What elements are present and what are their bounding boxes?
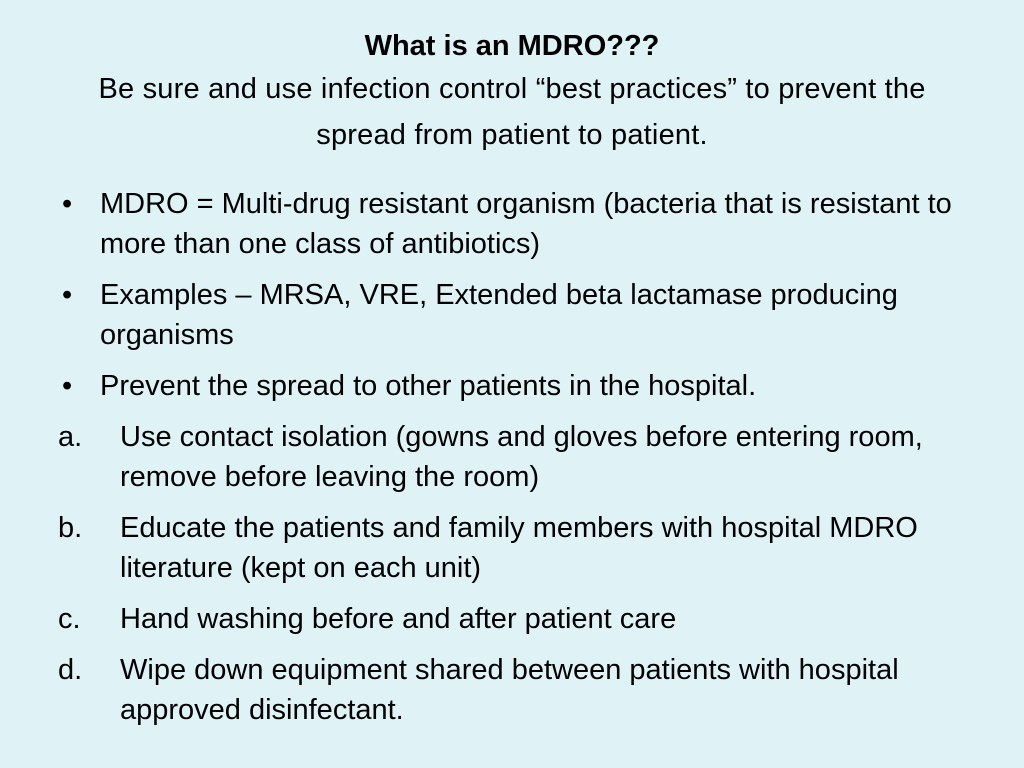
bullet-item <box>58 184 968 264</box>
step-marker: a. <box>58 421 83 453</box>
bullet-marker: • <box>62 188 73 220</box>
bullet-item <box>58 366 968 406</box>
step-item <box>58 599 968 639</box>
step-item <box>58 417 968 497</box>
step-marker: b. <box>58 512 83 544</box>
step-text: Hand washing before and after patient care <box>120 603 677 635</box>
bullet-marker: • <box>62 279 73 311</box>
bullet-text: Examples – MRSA, VRE, Extended beta lactamase producing organisms <box>100 279 898 351</box>
step-marker: d. <box>58 654 83 686</box>
bullet-text: Prevent the spread to other patients in the hospital. <box>100 370 757 402</box>
slide-body <box>58 184 968 741</box>
step-item <box>58 508 968 588</box>
bullet-item <box>58 275 968 355</box>
step-marker: c. <box>58 603 81 635</box>
slide-subtitle: Be sure and use infection control “best practices” to prevent the spread from patient to patient. <box>98 73 926 151</box>
slide-title: What is an MDRO??? <box>364 30 660 62</box>
step-text: Educate the patients and family members with hospital MDRO literature (kept on each unit) <box>120 512 918 584</box>
slide-title-block <box>70 26 954 158</box>
bullet-text: MDRO = Multi-drug resistant organism (bacteria that is resistant to more than one class of antibiotics) <box>100 188 952 260</box>
bullet-marker: • <box>62 370 73 402</box>
step-text: Wipe down equipment shared between patients with hospital approved disinfectant. <box>120 654 899 726</box>
step-item <box>58 650 968 730</box>
step-text: Use contact isolation (gowns and gloves before entering room, remove before leaving the room) <box>120 421 923 493</box>
